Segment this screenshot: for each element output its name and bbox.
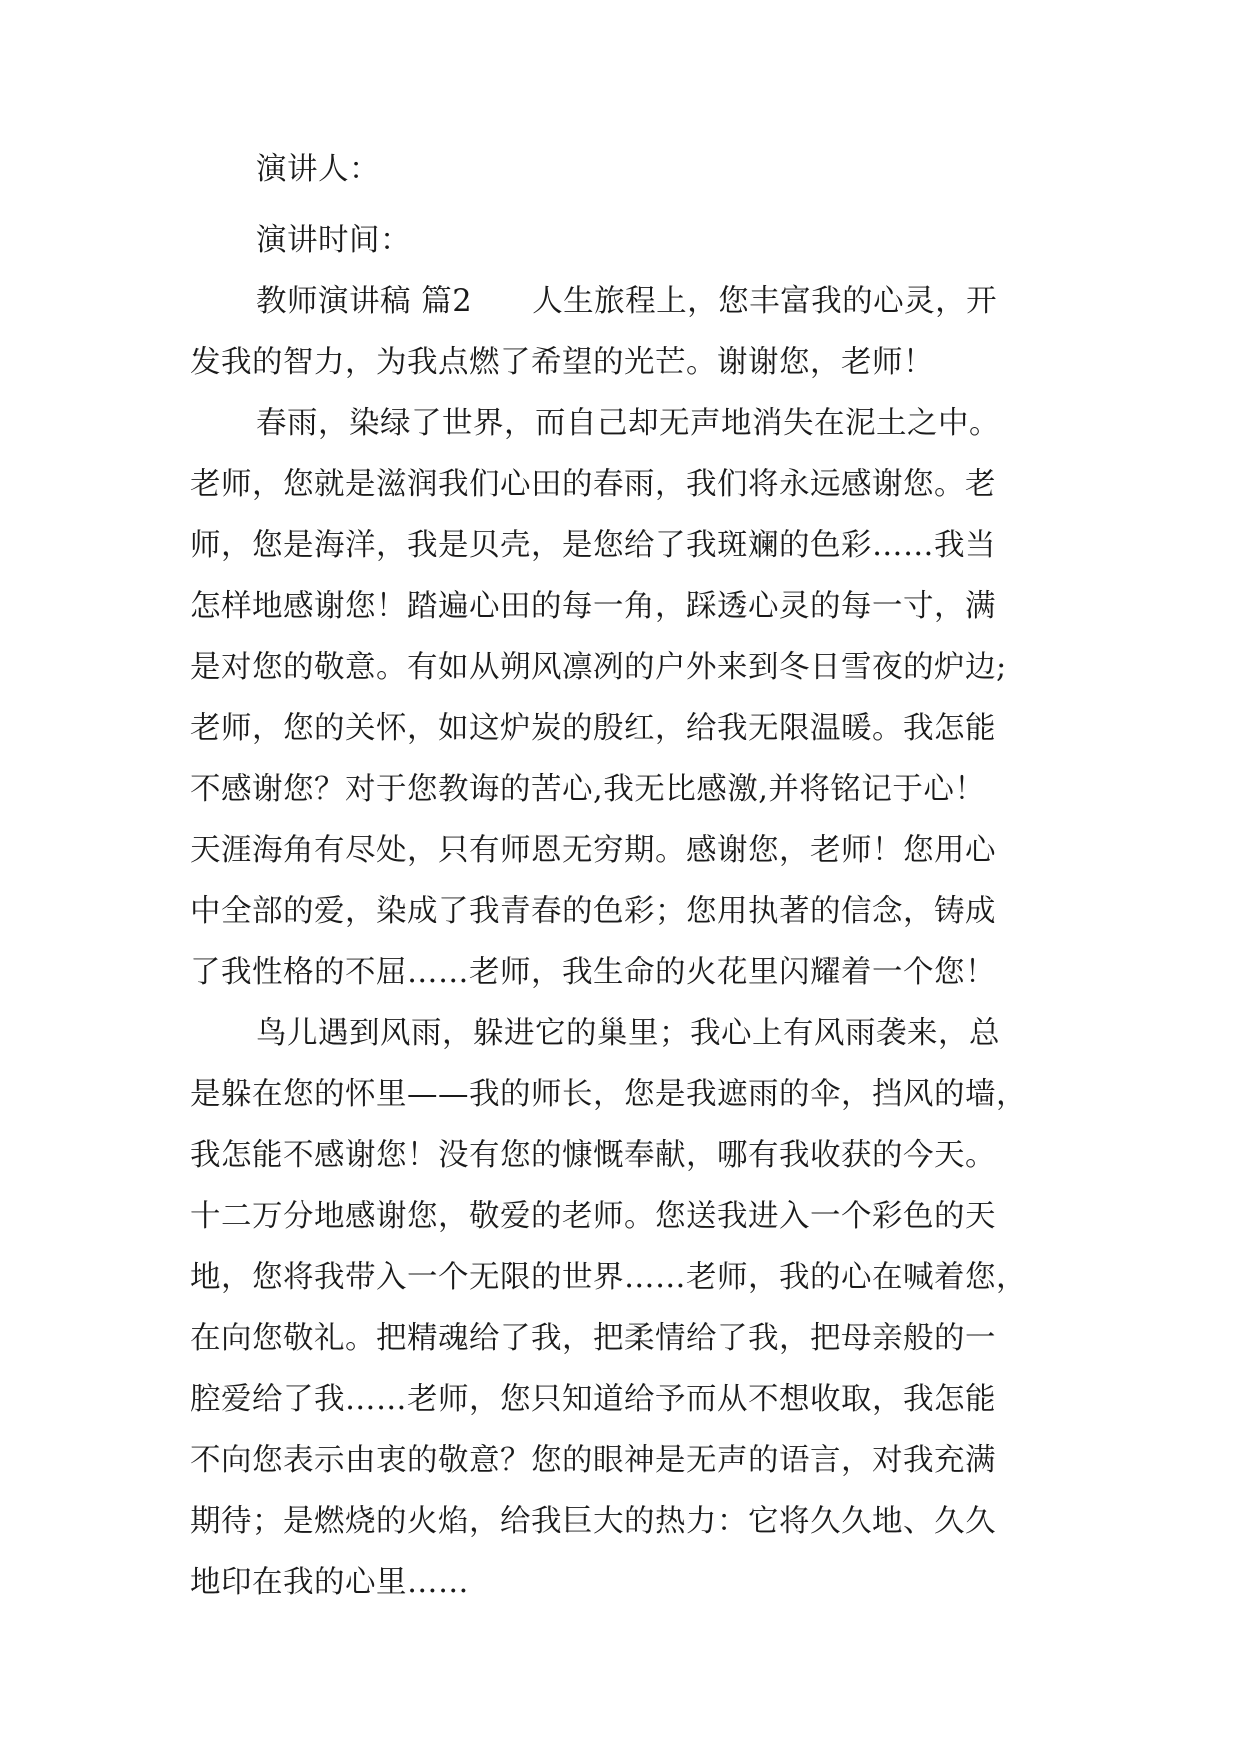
body-text-line: 怎样地感谢您！踏遍心田的每一角，踩透心灵的每一寸，满 [190, 589, 996, 624]
speaker-label: 演讲人： [256, 152, 380, 187]
body-text-line: 是对您的敬意。有如从朔风凛冽的户外来到冬日雪夜的炉边; [190, 650, 1007, 685]
section-title: 教师演讲稿 篇2 [256, 284, 473, 319]
body-text-line: 十二万分地感谢您，敬爱的老师。您送我进入一个彩色的天 [190, 1199, 996, 1234]
body-text-line: 发我的智力，为我点燃了希望的光芒。谢谢您，老师！ [190, 345, 934, 380]
body-text-line: 人生旅程上，您丰富我的心灵，开 [532, 284, 998, 319]
section-first-line [256, 282, 997, 322]
body-text-line: 地，您将我带入一个无限的世界……老师，我的心在喊着您， [190, 1260, 1027, 1295]
body-text-line: 在向您敬礼。把精魂给了我，把柔情给了我，把母亲般的一 [190, 1321, 996, 1356]
body-text-line: 师，您是海洋，我是贝壳，是您给了我斑斓的色彩……我当 [190, 528, 996, 563]
body-text-line: 期待；是燃烧的火焰，给我巨大的热力：它将久久地、久久 [190, 1504, 996, 1539]
body-text-line: 老师，您就是滋润我们心田的春雨，我们将永远感谢您。老 [190, 467, 996, 502]
paragraph-start-line: 鸟儿遇到风雨，躲进它的巢里；我心上有风雨袭来，总 [256, 1016, 1000, 1051]
body-text-line: 腔爱给了我……老师，您只知道给予而从不想收取，我怎能 [190, 1382, 996, 1417]
body-text-line: 地印在我的心里…… [190, 1565, 469, 1600]
body-text-line: 天涯海角有尽处，只有师恩无穷期。感谢您，老师！您用心 [190, 833, 996, 868]
body-text-line: 了我性格的不屈……老师，我生命的火花里闪耀着一个您！ [190, 955, 996, 990]
body-text-line: 老师，您的关怀，如这炉炭的殷红，给我无限温暖。我怎能 [190, 711, 996, 746]
body-text-line: 我怎能不感谢您！没有您的慷慨奉献，哪有我收获的今天。 [190, 1138, 996, 1173]
body-text-line: 不感谢您？对于您教诲的苦心,我无比感激,并将铭记于心！ [190, 772, 986, 807]
body-text-line: 不向您表示由衷的敬意？您的眼神是无声的语言，对我充满 [190, 1443, 996, 1478]
body-text-line: 中全部的爱，染成了我青春的色彩；您用执著的信念，铸成 [190, 894, 996, 929]
body-text-line: 是躲在您的怀里——我的师长，您是我遮雨的伞，挡风的墙， [190, 1077, 1027, 1112]
paragraph-start-line: 春雨，染绿了世界，而自己却无声地消失在泥土之中。 [256, 406, 1000, 441]
speech-time-label: 演讲时间： [256, 223, 411, 258]
